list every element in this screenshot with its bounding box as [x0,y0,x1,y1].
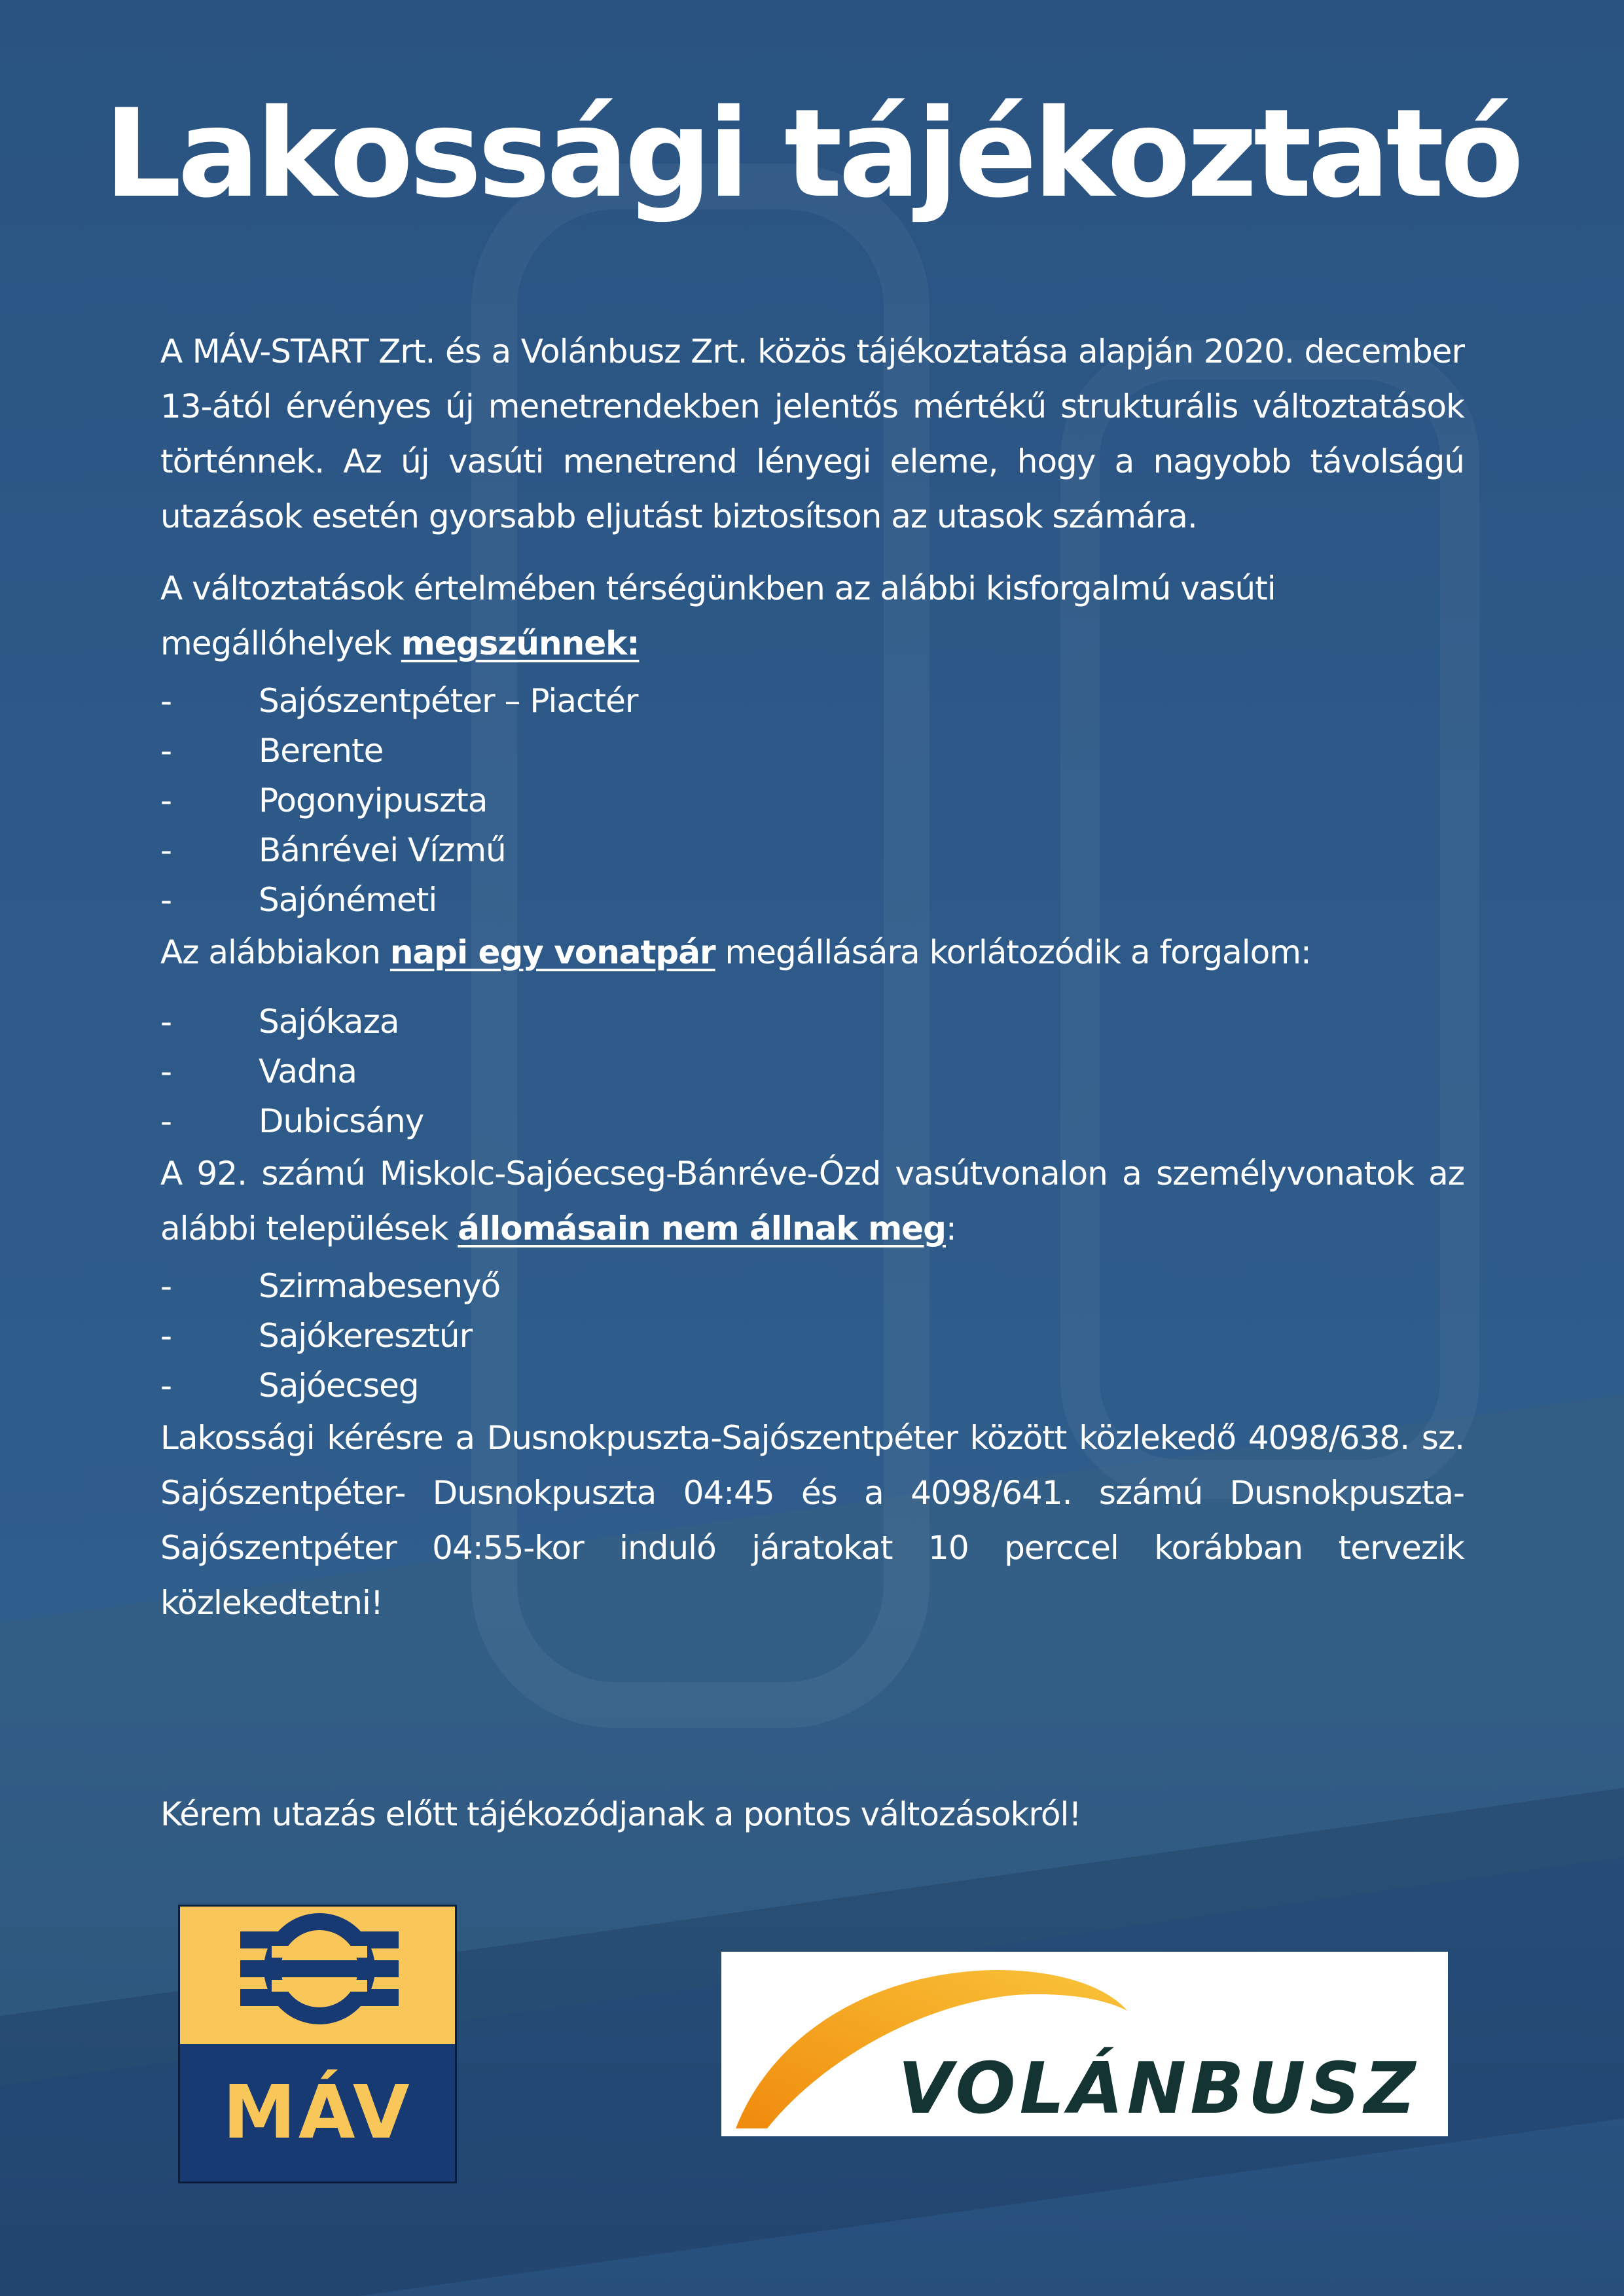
skipped-stations-list [160,1261,1464,1410]
page-title: Lakossági tájékoztató [103,82,1521,224]
list-item [160,1261,1464,1311]
intro-paragraph: A MÁV-START Zrt. és a Volánbusz Zrt. közös tájékoztatása alapján 2020. december 13-ától érvényes új menetrendekben jelentős mértékű strukturális változtatások történnek. Az új vasúti menetrend lényegi eleme, hogy a nagyobb távolságú utazások esetén gyorsabb eljutást biztosítson az utasok számára. [160,332,1464,535]
section-limited-stops-text: Az alábbiakon napi egy vonatpár megállására korlátozódik a forgalom: [160,933,1311,971]
list-item [160,1311,1464,1361]
list-item-label: Dubicsány [259,1102,424,1140]
mav-wordmark: MÁV [223,2070,412,2155]
list-item [160,1047,1464,1096]
list-dash: - [160,1267,172,1305]
notice-body [160,324,1464,1630]
emphasis-closed: megszűnnek: [401,624,640,662]
schedule-change-note: Lakossági kérésre a Dusnokpuszta-Sajószentpéter között közlekedő 4098/638. sz. Sajószentpéter- Dusnokpuszta 04:45 és a 4098/641. számú Dusnokpuszta-Sajószentpéter 04:55-kor induló járatokat 10 perccel korábban tervezik közlekedtetni! [160,1419,1464,1622]
list-item-label: Pogonyipuszta [259,781,488,819]
limited-stops-list [160,997,1464,1146]
volanbusz-logo [721,1952,1448,2136]
list-dash: - [160,1317,172,1355]
list-dash: - [160,781,172,819]
list-item-label: Sajókaza [259,1003,399,1041]
list-dash: - [160,1367,172,1405]
list-item [160,825,1464,875]
list-item [160,776,1464,825]
list-item-label: Szirmabesenyő [259,1267,501,1305]
section-closed-stops-text: A változtatások értelmében térségünkben az alábbi kisforgalmú vasúti megállóhelyek megszűnnek: [160,569,1276,662]
section-skipped-stations-text: A 92. számú Miskolc-Sajóecseg-Bánréve-Ózd vasútvonalon a személyvonatok az alábbi települések állomásain nem állnak meg: [160,1155,1464,1247]
list-dash: - [160,682,172,720]
list-item [160,997,1464,1047]
list-item-label: Berente [259,732,384,770]
list-item [160,726,1464,776]
list-item [160,875,1464,925]
list-item-label: Vadna [259,1052,357,1090]
list-item [160,676,1464,726]
list-item-label: Sajószentpéter – Piactér [259,682,638,720]
list-item-label: Sajóecseg [259,1367,419,1405]
list-item-label: Bánrévei Vízmű [259,831,506,869]
mav-logo [178,1905,457,2183]
emphasis-skipped: állomásain nem állnak meg [458,1210,946,1247]
list-dash: - [160,881,172,919]
volanbusz-wordmark: VOLÁNBUSZ [898,2048,1420,2130]
list-dash: - [160,732,172,770]
closing-text: Kérem utazás előtt tájékozódjanak a pontos változásokról! [160,1795,1081,1833]
list-item [160,1361,1464,1410]
list-dash: - [160,831,172,869]
list-dash: - [160,1102,172,1140]
list-item [160,1096,1464,1146]
closed-stops-list [160,676,1464,925]
emphasis-limited: napi egy vonatpár [389,933,715,971]
list-dash: - [160,1003,172,1041]
list-dash: - [160,1052,172,1090]
list-item-label: Sajókeresztúr [259,1317,473,1355]
list-item-label: Sajónémeti [259,881,437,919]
